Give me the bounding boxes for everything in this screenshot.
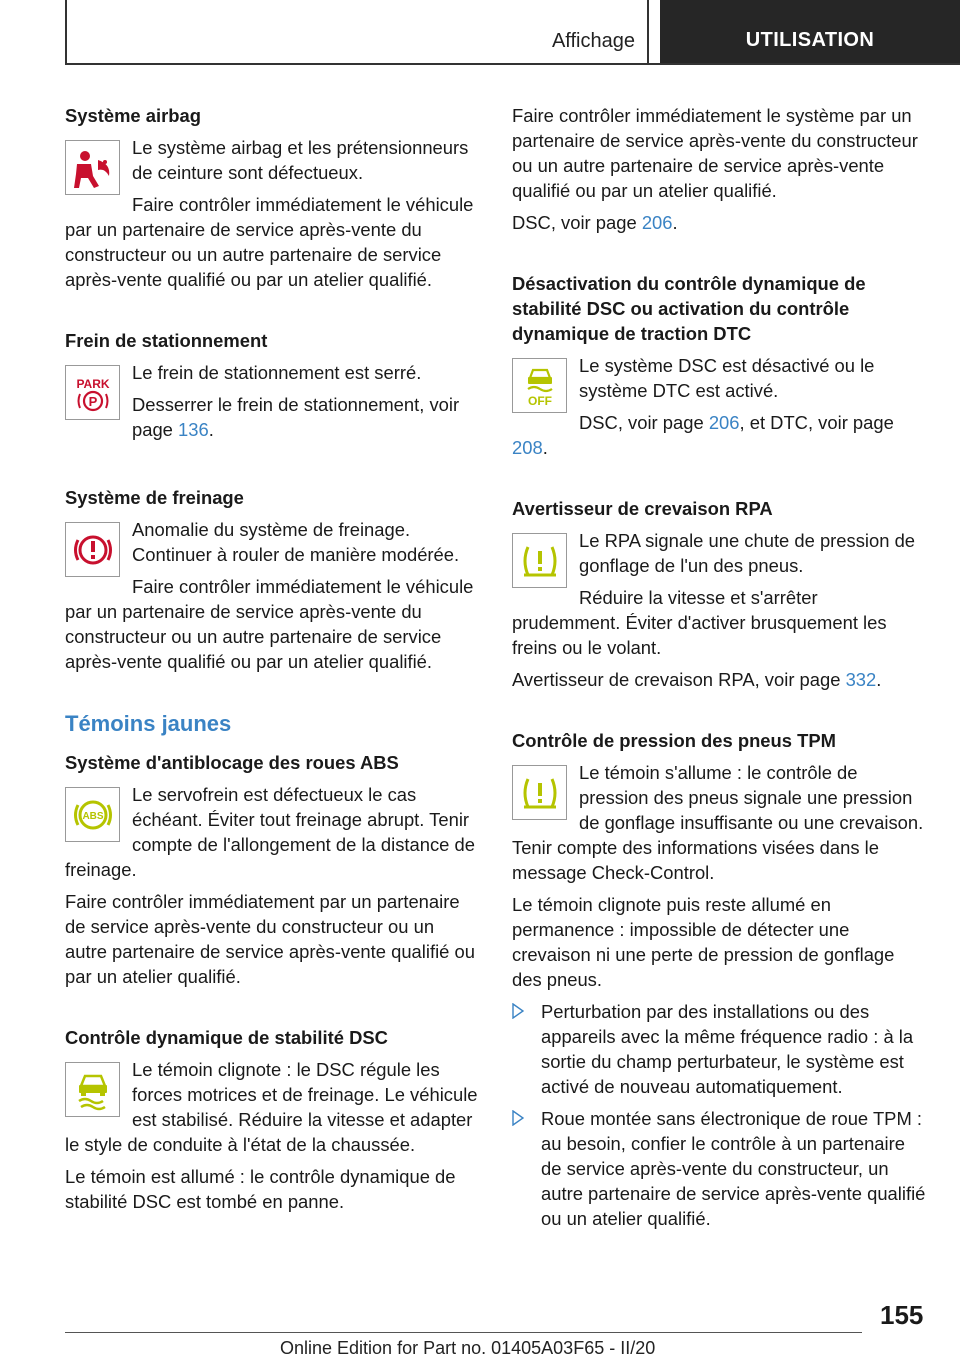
paragraph: DSC, voir page 206, et DTC, voir page 208.	[512, 412, 894, 458]
page-number: 155	[880, 1300, 924, 1330]
footer-rule	[65, 1332, 862, 1333]
section-dsc-off	[512, 271, 928, 460]
paragraph: Le système DSC est désactivé ou le système DTC est activé.	[579, 355, 875, 401]
page-link[interactable]: 206	[641, 212, 673, 233]
paragraph: Le témoin s'allume : le contrôle de pression des pneus signale une pression de gonflage insuffisante ou une crevaison. Tenir compte des informations visées dans le message Check-Control.	[512, 762, 924, 883]
paragraph: Le témoin clignote : le DSC régule les forces motrices et de freinage. Le véhicule est stabilisé. Réduire la vitesse et adapter le style de conduite à l'état de la chaussée.	[65, 1059, 478, 1155]
page-link[interactable]: 208	[512, 437, 543, 458]
triangle-bullet-icon	[512, 1110, 524, 1126]
tire-pressure-icon	[512, 765, 567, 820]
section-dsc	[65, 1025, 481, 1214]
section-title: Désactivation du contrôle dynamique de stabilité DSC ou activation du contrôle dynamique de traction DTC	[512, 273, 866, 344]
section-title: Contrôle dynamique de stabilité DSC	[65, 1027, 388, 1048]
svg-text:P: P	[88, 393, 97, 409]
paragraph: Le RPA signale une chute de pression de gonflage de l'un des pneus.	[579, 530, 916, 576]
section-title: Système d'antiblocage des roues ABS	[65, 752, 399, 773]
section-title: Système airbag	[65, 105, 201, 126]
paragraph: Le témoin clignote puis reste allumé en permanence : impossible de détecter une crevaison ni une perte de pression de gonflage des pneus.	[512, 894, 895, 990]
paragraph: Anomalie du système de freinage. Continuer à rouler de manière modérée.	[132, 519, 460, 565]
paragraph: Desserrer le frein de stationnement, voir page 136.	[132, 394, 460, 440]
section-airbag	[65, 103, 481, 292]
header-chapter-tab: UTILISATION	[660, 0, 960, 63]
dsc-off-icon	[512, 358, 567, 413]
page-link[interactable]: 136	[178, 419, 209, 440]
abs-icon	[65, 787, 120, 842]
section-title: Avertisseur de crevaison RPA	[512, 498, 773, 519]
section-parking-brake	[65, 328, 481, 449]
heading-yellow-lights: Témoins jaunes	[65, 711, 232, 736]
paragraph: Faire contrôler immédiatement le véhicule par un partenaire de service après-vente du constructeur ou un autre partenaire de service après-vente qualifié ou par un atelier qualifié.	[65, 576, 474, 672]
section-braking-system	[65, 485, 481, 674]
paragraph: Le servofrein est défectueux le cas échéant. Éviter tout freinage abrupt. Tenir compte de l'allongement de la distance de freinage.	[65, 784, 475, 880]
bullet-list	[512, 999, 928, 1231]
paragraph: Le système airbag et les prétensionneurs de ceinture sont défectueux.	[132, 137, 469, 183]
section-tpm	[512, 728, 928, 1231]
header-left-rule	[65, 0, 67, 65]
page-link[interactable]: 332	[845, 669, 877, 690]
tire-pressure-icon	[512, 533, 567, 588]
paragraph: Faire contrôler immédiatement par un partenaire de service après-vente du constructeur ou un autre partenaire de service après-vente qualifié ou par un atelier qualifié.	[65, 891, 475, 987]
left-column	[65, 103, 481, 1250]
svg-text:OFF: OFF	[527, 393, 552, 408]
svg-text:ABS: ABS	[81, 810, 104, 822]
paragraph: Réduire la vitesse et s'arrêter prudemment. Éviter d'activer brusquement les freins ou le volant.	[512, 587, 887, 658]
svg-text:PARK: PARK	[75, 376, 110, 391]
dsc-icon	[65, 1062, 120, 1117]
paragraph: Faire contrôler immédiatement le système par un partenaire de service après-vente du constructeur ou un autre partenaire de service après-vente qualifié ou par un atelier qualifié.	[512, 105, 918, 201]
header-divider	[647, 0, 649, 65]
paragraph: Le témoin est allumé : le contrôle dynamique de stabilité DSC est tombé en panne.	[65, 1166, 456, 1212]
list-item: Roue montée sans électronique de roue TPM : au besoin, confier le contrôle à un partenaire de service après-vente du constructeur, un autre partenaire de service après-vente qualifié ou un atelier qualifié.	[512, 1106, 928, 1231]
list-item: Perturbation par des installations ou des appareils avec la même fréquence radio : à la sortie du champ perturbateur, le système est activé de nouveau automatiquement.	[512, 999, 928, 1099]
section-rpa	[512, 496, 928, 692]
header-section-title: Affichage	[551, 30, 635, 52]
airbag-warning-icon	[65, 140, 120, 195]
right-column	[512, 103, 928, 1267]
page-link[interactable]: 206	[708, 412, 740, 433]
header-rule	[65, 63, 960, 65]
paragraph: DSC, voir page 206.	[512, 212, 678, 233]
triangle-bullet-icon	[512, 1003, 524, 1019]
section-title: Système de freinage	[65, 487, 244, 508]
paragraph: Le frein de stationnement est serré.	[132, 362, 422, 383]
footer-edition: Online Edition for Part no. 01405A03F65 - II/20	[280, 1338, 656, 1358]
section-abs	[65, 750, 481, 989]
section-title: Contrôle de pression des pneus TPM	[512, 730, 836, 751]
section-dsc-continued	[512, 103, 928, 235]
paragraph: Faire contrôler immédiatement le véhicule par un partenaire de service après-vente du constructeur ou un autre partenaire de service après-vente qualifié ou par un atelier qualifié.	[65, 194, 474, 290]
brake-warning-icon	[65, 522, 120, 577]
park-brake-icon	[65, 365, 120, 420]
paragraph: Avertisseur de crevaison RPA, voir page 332.	[512, 669, 882, 690]
section-title: Frein de stationnement	[65, 330, 268, 351]
